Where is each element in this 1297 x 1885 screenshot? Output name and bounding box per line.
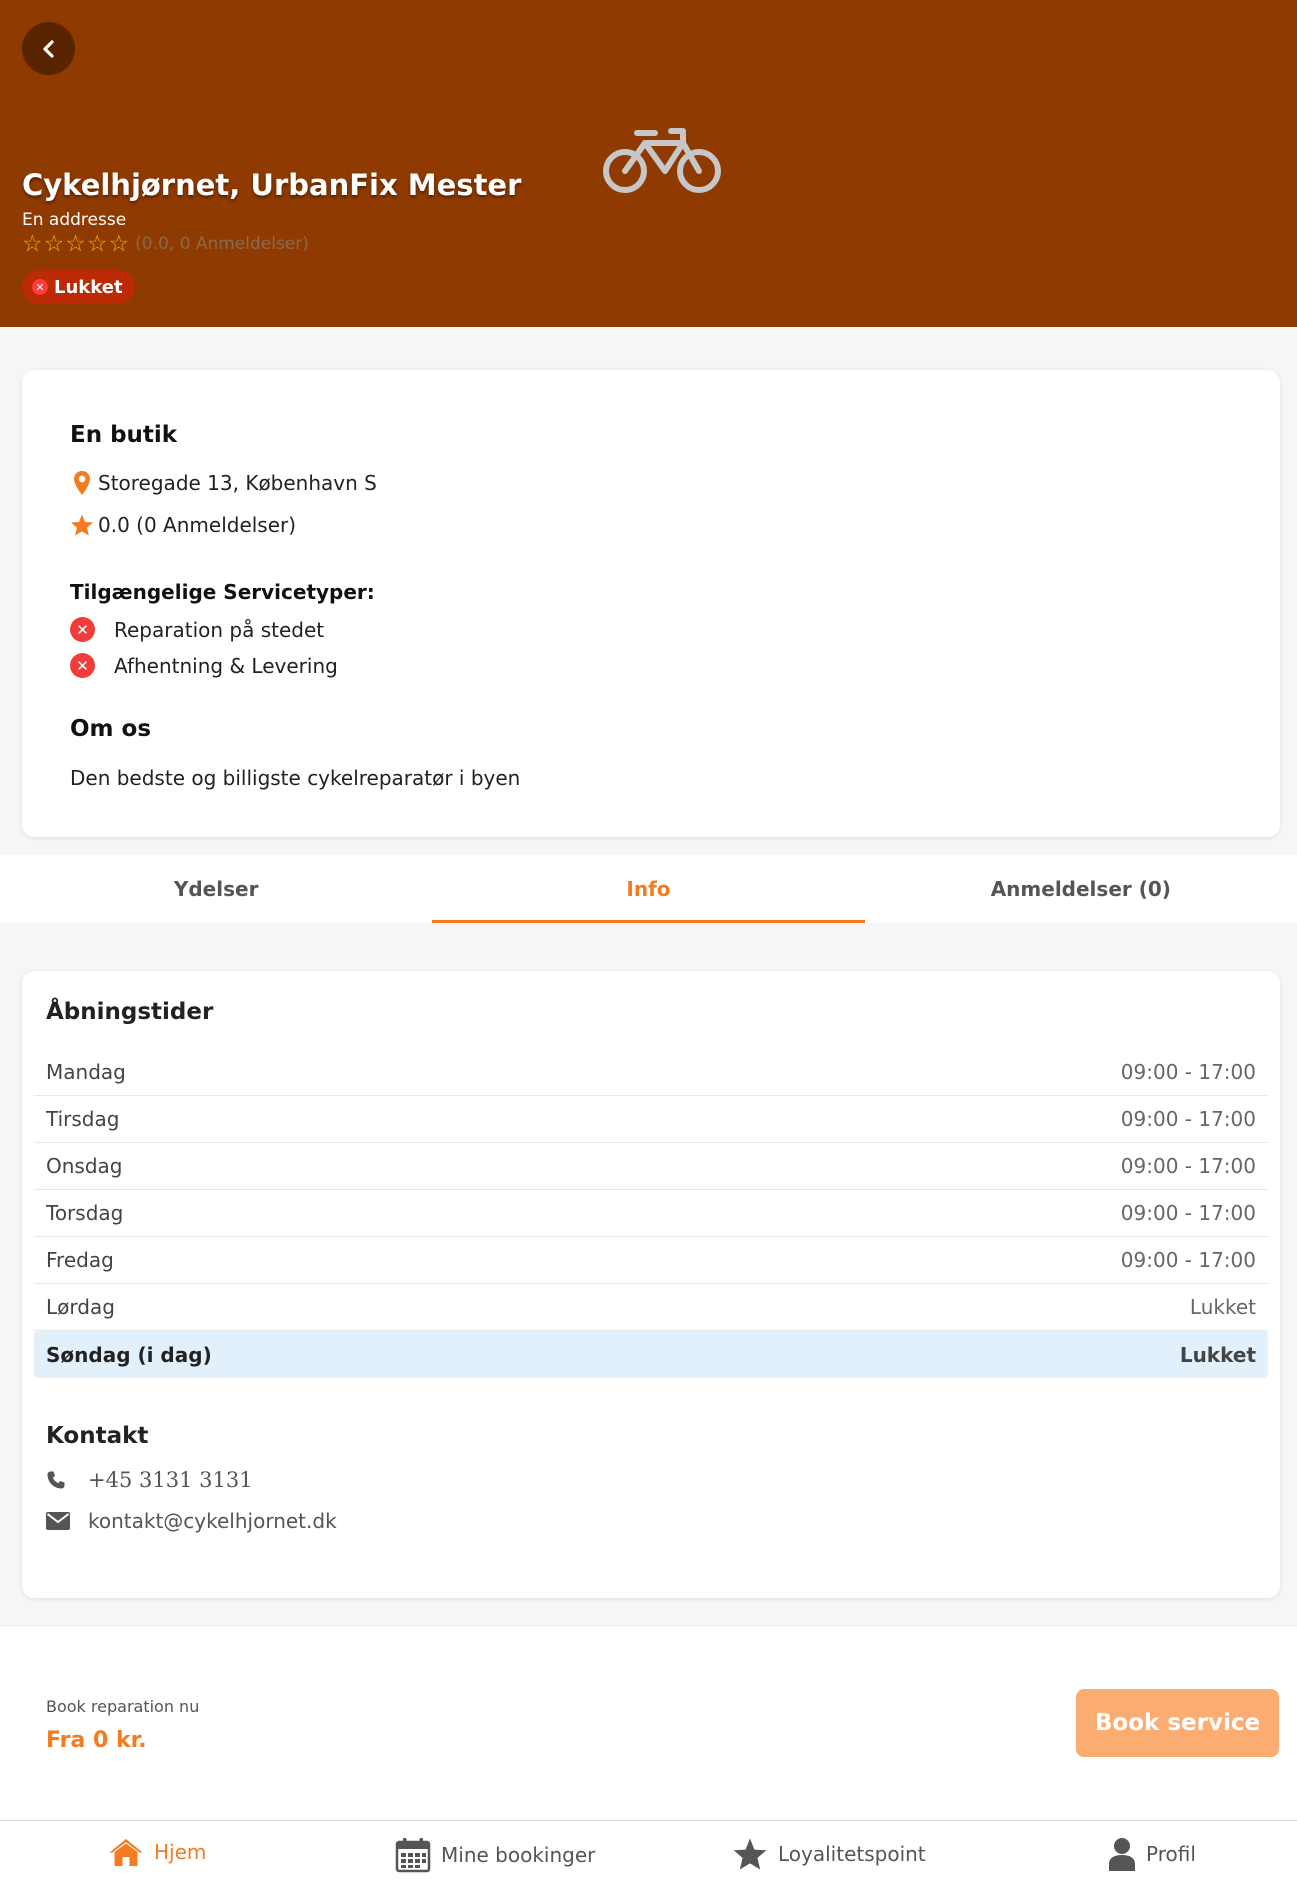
about-text: Den bedste og billigste cykelreparatør i byen xyxy=(70,766,521,790)
phone-icon xyxy=(46,1470,72,1490)
hours-row xyxy=(34,1049,1268,1096)
hours-row xyxy=(34,1190,1268,1237)
tab-anmeldelser[interactable]: Anmeldelser (0) xyxy=(990,877,1171,901)
service-item xyxy=(70,653,338,678)
hours-day: Onsdag xyxy=(46,1154,123,1178)
store-rating-row xyxy=(70,512,296,538)
hours-list xyxy=(34,1049,1268,1378)
nav-label: Loyalitetspoint xyxy=(778,1842,926,1866)
store-name: En butik xyxy=(70,422,178,448)
hours-time: Lukket xyxy=(1179,1342,1256,1367)
contact-phone: +45 3131 3131 xyxy=(88,1468,253,1492)
status-label: Lukket xyxy=(54,276,123,298)
tab-ydelser[interactable]: Ydelser xyxy=(173,877,259,901)
nav-item-home[interactable] xyxy=(108,1837,206,1867)
star-rating-icon: ☆ ☆ ☆ ☆ ☆ xyxy=(22,231,130,257)
hours-time: 09:00 - 17:00 xyxy=(1120,1154,1256,1178)
booking-price: Fra 0 kr. xyxy=(46,1728,147,1753)
contact-phone-row[interactable] xyxy=(46,1468,253,1492)
calendar-icon xyxy=(395,1837,431,1873)
hours-row xyxy=(34,1096,1268,1143)
status-badge xyxy=(22,270,135,304)
service-label: Afhentning & Levering xyxy=(114,653,338,678)
nav-item-profile[interactable] xyxy=(1108,1837,1196,1871)
nav-label: Mine bookinger xyxy=(441,1843,596,1867)
home-icon xyxy=(108,1837,144,1867)
contact-heading: Kontakt xyxy=(46,1423,149,1449)
hours-day: Tirsdag xyxy=(46,1107,120,1131)
tab-bar xyxy=(0,855,1297,923)
nav-label: Profil xyxy=(1146,1842,1196,1866)
hours-time: 09:00 - 17:00 xyxy=(1120,1107,1256,1131)
hours-time: 09:00 - 17:00 xyxy=(1120,1201,1256,1225)
store-info-card xyxy=(22,370,1280,837)
header-rating-text: (0.0, 0 Anmeldelser) xyxy=(135,234,309,254)
shop-address: En addresse xyxy=(22,210,127,230)
hours-time: Lukket xyxy=(1189,1295,1256,1319)
bicycle-icon xyxy=(601,125,723,197)
nav-item-bookings[interactable] xyxy=(395,1837,595,1873)
envelope-icon xyxy=(46,1512,72,1530)
store-address-row xyxy=(70,470,377,496)
chevron-left-icon xyxy=(38,38,60,60)
service-label: Reparation på stedet xyxy=(114,617,325,642)
book-service-button[interactable]: Book service xyxy=(1076,1689,1279,1757)
hours-day: Søndag (i dag) xyxy=(46,1342,212,1367)
hours-row xyxy=(34,1143,1268,1190)
nav-item-loyalty[interactable] xyxy=(732,1837,926,1871)
bottom-nav xyxy=(0,1820,1297,1885)
store-header xyxy=(0,0,1297,327)
unavailable-icon: ✕ xyxy=(70,617,95,642)
contact-email-row[interactable] xyxy=(46,1509,337,1533)
hours-day: Lørdag xyxy=(46,1295,115,1319)
services-heading: Tilgængelige Servicetyper: xyxy=(70,580,375,604)
close-icon: ✕ xyxy=(32,279,48,295)
back-button[interactable] xyxy=(22,22,75,75)
service-item xyxy=(70,617,324,642)
tab-info[interactable]: Info xyxy=(432,855,864,923)
booking-bar xyxy=(0,1625,1297,1820)
user-icon xyxy=(1108,1837,1136,1871)
shop-title: Cykelhjørnet, UrbanFix Mester xyxy=(22,168,522,202)
hours-row-today xyxy=(34,1331,1268,1378)
opening-hours-card xyxy=(22,971,1280,1598)
hours-day: Mandag xyxy=(46,1060,126,1084)
star-icon xyxy=(732,1837,768,1871)
about-heading: Om os xyxy=(70,716,152,742)
unavailable-icon: ✕ xyxy=(70,653,95,678)
hours-day: Fredag xyxy=(46,1248,114,1272)
booking-label: Book reparation nu xyxy=(46,1697,200,1716)
header-rating xyxy=(22,232,309,256)
hours-row xyxy=(34,1237,1268,1284)
nav-label: Hjem xyxy=(154,1840,207,1864)
contact-email: kontakt@cykelhjornet.dk xyxy=(88,1509,337,1533)
store-address: Storegade 13, København S xyxy=(98,471,377,495)
store-rating: 0.0 (0 Anmeldelser) xyxy=(98,513,297,537)
map-pin-icon xyxy=(70,470,94,496)
star-icon xyxy=(70,512,94,538)
hours-row xyxy=(34,1284,1268,1331)
hours-time: 09:00 - 17:00 xyxy=(1120,1248,1256,1272)
hours-heading: Åbningstider xyxy=(46,999,214,1025)
hours-day: Torsdag xyxy=(46,1201,124,1225)
hours-time: 09:00 - 17:00 xyxy=(1120,1060,1256,1084)
